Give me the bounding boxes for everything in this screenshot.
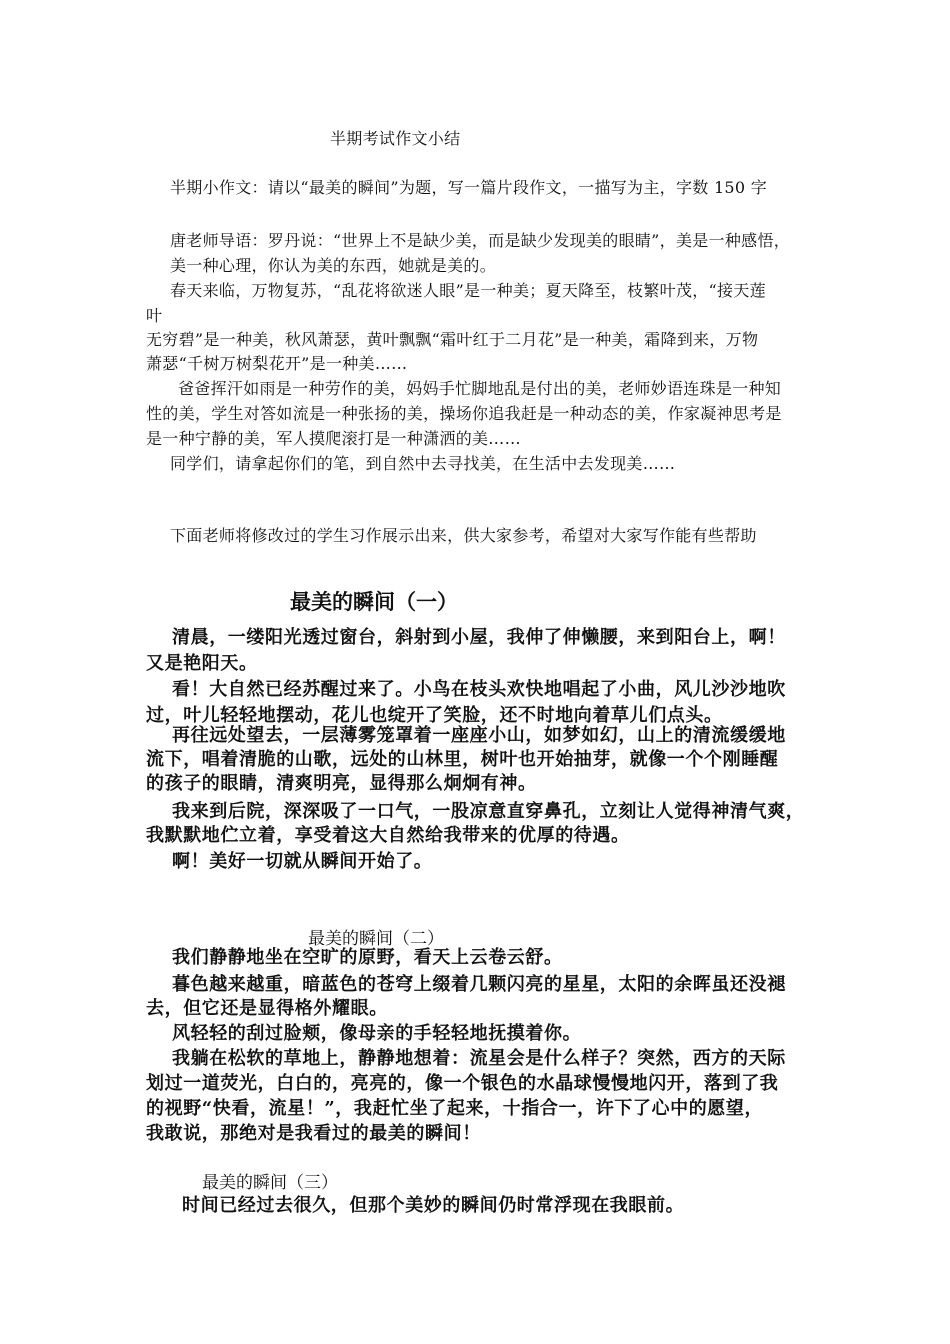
- guide-line: 美一种心理，你认为美的东西，她就是美的。: [170, 256, 497, 275]
- guide-line: 叶: [146, 306, 163, 325]
- guide-line: 无穷碧”是一种美，秋风萧瑟，黄叶飘飘“霜叶红于二月花”是一种美，霜降到来，万物: [146, 330, 759, 349]
- essay-line: 再往远处望去，一层薄雾笼罩着一座座小山，如梦如幻，山上的清流缓缓地: [172, 725, 786, 746]
- essay-line: 的视野“快看，流星！”，我赶忙坐了起来，十指合一，许下了心中的愿望，: [146, 1098, 764, 1119]
- essay-line: 又是艳阳天。: [146, 653, 258, 674]
- guide-line: 萧瑟“千树万树梨花开”是一种美……: [146, 354, 408, 373]
- showcase-note: 下面老师将修改过的学生习作展示出来，供大家参考，希望对大家写作能有些帮助: [170, 526, 757, 545]
- essay-line: 暮色越来越重，暗蓝色的苍穹上缀着几颗闪亮的星星，太阳的余晖虽还没褪: [172, 974, 786, 995]
- guide-line: 是一种宁静的美，军人摸爬滚打是一种潇洒的美……: [146, 429, 521, 448]
- guide-line: 同学们，请拿起你们的笔，到自然中去寻找美，在生活中去发现美……: [170, 454, 676, 473]
- guide-line: 爸爸挥汗如雨是一种劳作的美，妈妈手忙脚地乱是付出的美，老师妙语连珠是一种知: [178, 379, 782, 398]
- essay-line: 流下，唱着清脆的山歌，远处的山林里，树叶也开始抽芽，就像一个个刚睡醒: [146, 749, 779, 770]
- essay-line: 的孩子的眼睛，清爽明亮，显得那么炯炯有神。: [146, 773, 537, 794]
- essay-one-title: 最美的瞬间（一）: [290, 589, 458, 614]
- essay-line: 去，但它还是显得格外耀眼。: [146, 998, 388, 1019]
- essay-line: 时间已经过去很久，但那个美妙的瞬间仍时常浮现在我眼前。: [182, 1195, 685, 1216]
- essay-line: 风轻轻的刮过脸颊，像母亲的手轻轻地抚摸着你。: [172, 1023, 582, 1044]
- essay-line: 我敢说，那绝对是我看过的最美的瞬间！: [146, 1123, 481, 1144]
- guide-line: 唐老师导语：罗丹说：“世界上不是缺少美，而是缺少发现美的眼睛”，美是一种感悟，: [170, 231, 791, 250]
- essay-line: 啊！美好一切就从瞬间开始了。: [172, 851, 433, 872]
- essay-line: 过，叶儿轻轻地摆动，花儿也绽开了笑脸，还不时地向着草儿们点头。: [146, 705, 723, 726]
- essay-three-title: 最美的瞬间（三）: [202, 1173, 338, 1193]
- document-title: 半期考试作文小结: [330, 129, 461, 148]
- essay-two-title: 最美的瞬间（二）: [308, 929, 444, 949]
- guide-line: 性的美，学生对答如流是一种张扬的美，操场你追我赶是一种动态的美，作家凝神思考是: [146, 404, 782, 423]
- essay-line: 划过一道荧光，白白的，亮亮的，像一个银色的水晶球慢慢地闪开，落到了我: [146, 1073, 779, 1094]
- essay-line: 我来到后院，深深吸了一口气，一股凉意直穿鼻孔，立刻让人觉得神清气爽，: [172, 801, 805, 822]
- essay-line: 我躺在松软的草地上，静静地想着：流星会是什么样子？突然，西方的天际: [172, 1048, 786, 1069]
- essay-line: 我们静静地坐在空旷的原野，看天上云卷云舒。: [172, 947, 563, 968]
- guide-line: 春天来临，万物复苏，“乱花将欲迷人眼”是一种美；夏天降至，枝繁叶茂，“接天莲: [170, 281, 766, 300]
- essay-line: 我默默地伫立着，享受着这大自然给我带来的优厚的待遇。: [146, 825, 630, 846]
- essay-line: 看！大自然已经苏醒过来了。小鸟在枝头欢快地唱起了小曲，风儿沙沙地吹: [172, 679, 786, 700]
- assignment-text: 半期小作文：请以“最美的瞬间”为题，写一篇片段作文，一描写为主，字数 150 字: [170, 178, 768, 197]
- essay-line: 清晨，一缕阳光透过窗台，斜射到小屋，我伸了伸懒腰，来到阳台上，啊！: [172, 627, 786, 648]
